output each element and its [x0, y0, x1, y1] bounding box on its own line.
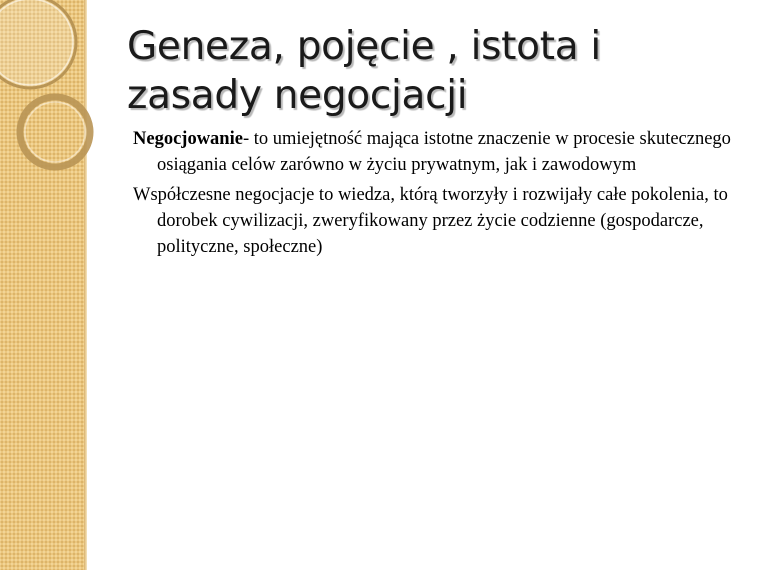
decorative-ring-small [20, 97, 90, 167]
decorative-rings [0, 0, 140, 200]
paragraph-modern-negotiations [133, 182, 733, 260]
decorative-ring-small-inner [25, 102, 85, 162]
slide-title: Geneza, pojęcie , istota i zasady negocjacji [127, 24, 601, 118]
term-negocjowanie: Negocjowanie [133, 129, 243, 149]
definition-text: - to umiejętność mająca istotne znaczenie w procesie skutecznego osiągania celów zarówno w życiu prywatnym, jak i zawodowym [157, 129, 731, 175]
modern-negotiations-text: Współczesne negocjacje to wiedza, którą tworzyły i rozwijały całe pokolenia, to dorobek cywilizacji, zweryfikowany przez życie codzienne (gospodarcze, polityczne, społeczne) [133, 185, 728, 257]
slide-content [133, 126, 733, 264]
decorative-ring-large [0, 0, 76, 88]
paragraph-definition [133, 126, 733, 178]
